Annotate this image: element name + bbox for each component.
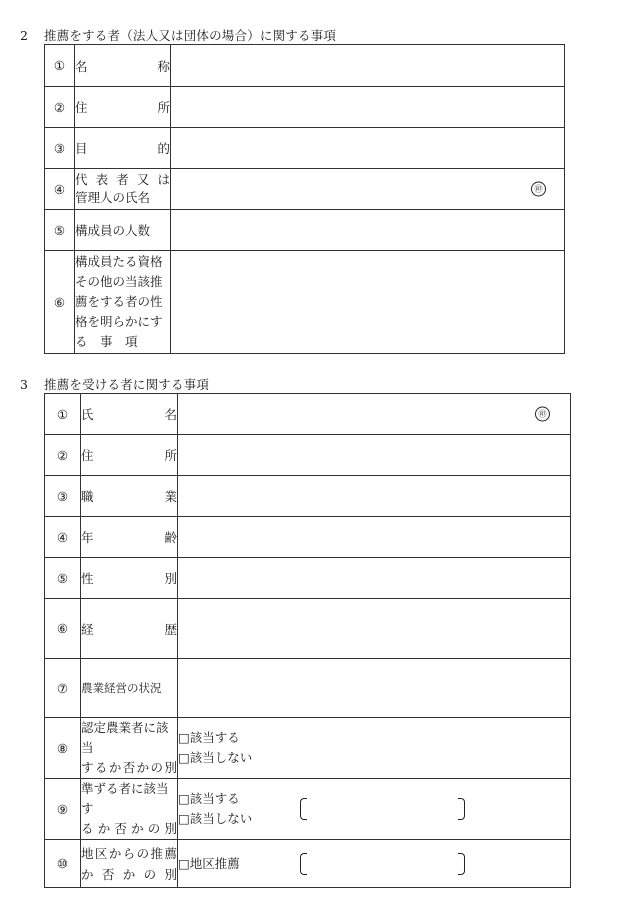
label-line: か 否 か の 別	[81, 866, 177, 882]
equivalent-options	[178, 779, 571, 840]
bracket-open	[300, 798, 307, 820]
table-row	[45, 517, 571, 558]
label-name-text: 名 称	[75, 58, 170, 74]
table-row	[45, 435, 571, 476]
checkbox-not-applicable[interactable]: □該当しない	[178, 811, 253, 826]
label-purpose-text: 目 的	[75, 141, 170, 156]
checkbox-not-applicable[interactable]: □該当しない	[178, 750, 253, 765]
purpose-field[interactable]	[171, 128, 565, 169]
age-field[interactable]	[178, 517, 571, 558]
row-number: ②	[45, 435, 81, 476]
label-line: す る か 否 か の 別	[81, 760, 177, 775]
label-address-text: 住 所	[81, 448, 177, 463]
section2-title: 推薦をする者（法人又は団体の場合）に関する事項	[44, 28, 337, 43]
table-row	[45, 45, 565, 87]
row-number: ⑦	[45, 659, 81, 718]
row-number: ⑩	[45, 840, 81, 888]
table-row	[45, 840, 571, 888]
table-row	[45, 210, 565, 251]
label-occupation	[81, 476, 178, 517]
label-nature-line: その他の当該推	[75, 274, 163, 289]
row-number: ⑤	[45, 210, 75, 251]
label-line: る か 否 か の 別	[81, 821, 177, 836]
address-field[interactable]	[178, 435, 571, 476]
representative-field[interactable]	[171, 169, 565, 210]
seal-mark-icon: ㊞	[531, 182, 546, 197]
section2-table	[44, 44, 565, 354]
row-number: ①	[45, 45, 75, 87]
table-row	[45, 779, 571, 840]
table-row	[45, 169, 565, 210]
section3-number: 3	[20, 377, 29, 392]
label-address	[81, 435, 178, 476]
label-certified-farmer	[81, 718, 178, 779]
label-career-text: 経 歴	[81, 621, 177, 637]
section3-title: 推薦を受ける者に関する事項	[44, 377, 210, 392]
label-representative-line2: 管理人の氏名	[75, 190, 151, 205]
label-sex	[81, 558, 178, 599]
table-row	[45, 87, 565, 128]
label-representative-line1: 代 表 者 又 は	[75, 172, 170, 187]
label-occupation-text: 職 業	[81, 489, 177, 504]
table-row	[45, 476, 571, 517]
row-number: ③	[45, 476, 81, 517]
occupation-field[interactable]	[178, 476, 571, 517]
label-address-text: 住 所	[75, 100, 170, 115]
label-line: 認定農業者に該当	[81, 720, 169, 755]
label-age-text: 年 齢	[81, 530, 177, 545]
table-row	[45, 251, 565, 354]
row-number: ⑤	[45, 558, 81, 599]
label-farm-status: 農業経営の状況	[81, 659, 178, 718]
row-number: ①	[45, 394, 81, 435]
nature-field[interactable]	[171, 251, 565, 354]
section2-number: 2	[20, 28, 29, 43]
label-sex-text: 性 別	[81, 571, 177, 586]
table-row	[45, 718, 571, 779]
row-number: ④	[45, 517, 81, 558]
career-field[interactable]	[178, 599, 571, 659]
row-number: ⑧	[45, 718, 81, 779]
bracket-close	[458, 853, 465, 875]
bracket-close	[458, 798, 465, 820]
row-number: ③	[45, 128, 75, 169]
table-row	[45, 128, 565, 169]
checkbox-district-recommendation[interactable]: □地区推薦	[178, 855, 240, 871]
row-number: ⑨	[45, 779, 81, 840]
row-number: ④	[45, 169, 75, 210]
row-number: ⑥	[45, 599, 81, 659]
label-age	[81, 517, 178, 558]
section3-heading	[20, 375, 209, 393]
table-row	[45, 394, 571, 435]
farm-status-field[interactable]	[178, 659, 571, 718]
label-nature-line: 構成員たる資格	[75, 254, 163, 269]
member-count-field[interactable]	[171, 210, 565, 251]
seal-mark-icon: ㊞	[535, 407, 550, 422]
label-full-name-text: 氏 名	[81, 407, 177, 422]
table-row	[45, 599, 571, 659]
certified-farmer-options	[178, 718, 571, 779]
district-options	[178, 840, 571, 888]
label-member-count: 構成員の人数	[75, 210, 171, 251]
table-row	[45, 659, 571, 718]
row-number: ②	[45, 87, 75, 128]
address-field[interactable]	[171, 87, 565, 128]
sex-field[interactable]	[178, 558, 571, 599]
label-representative	[75, 169, 171, 210]
label-nature	[75, 251, 171, 354]
label-name	[75, 45, 171, 87]
name-field[interactable]	[171, 45, 565, 87]
label-address	[75, 87, 171, 128]
section2-heading	[20, 26, 336, 44]
checkbox-applicable[interactable]: □該当する	[178, 791, 240, 806]
label-purpose	[75, 128, 171, 169]
section3-table	[44, 393, 571, 888]
bracket-open	[300, 853, 307, 875]
label-career	[81, 599, 178, 659]
row-number: ⑥	[45, 251, 75, 354]
label-line: 地 区 か ら の 推 薦	[81, 845, 177, 861]
full-name-field[interactable]	[178, 394, 571, 435]
label-full-name	[81, 394, 178, 435]
label-nature-line: る 事 項	[75, 334, 138, 349]
label-nature-line: 薦をする者の性	[75, 294, 163, 309]
label-district	[81, 840, 178, 888]
checkbox-applicable[interactable]: □該当する	[178, 730, 240, 745]
label-line: 準ずる者に該当す	[81, 781, 169, 816]
table-row	[45, 558, 571, 599]
label-equivalent	[81, 779, 178, 840]
label-nature-line: 格を明らかにす	[75, 314, 163, 329]
